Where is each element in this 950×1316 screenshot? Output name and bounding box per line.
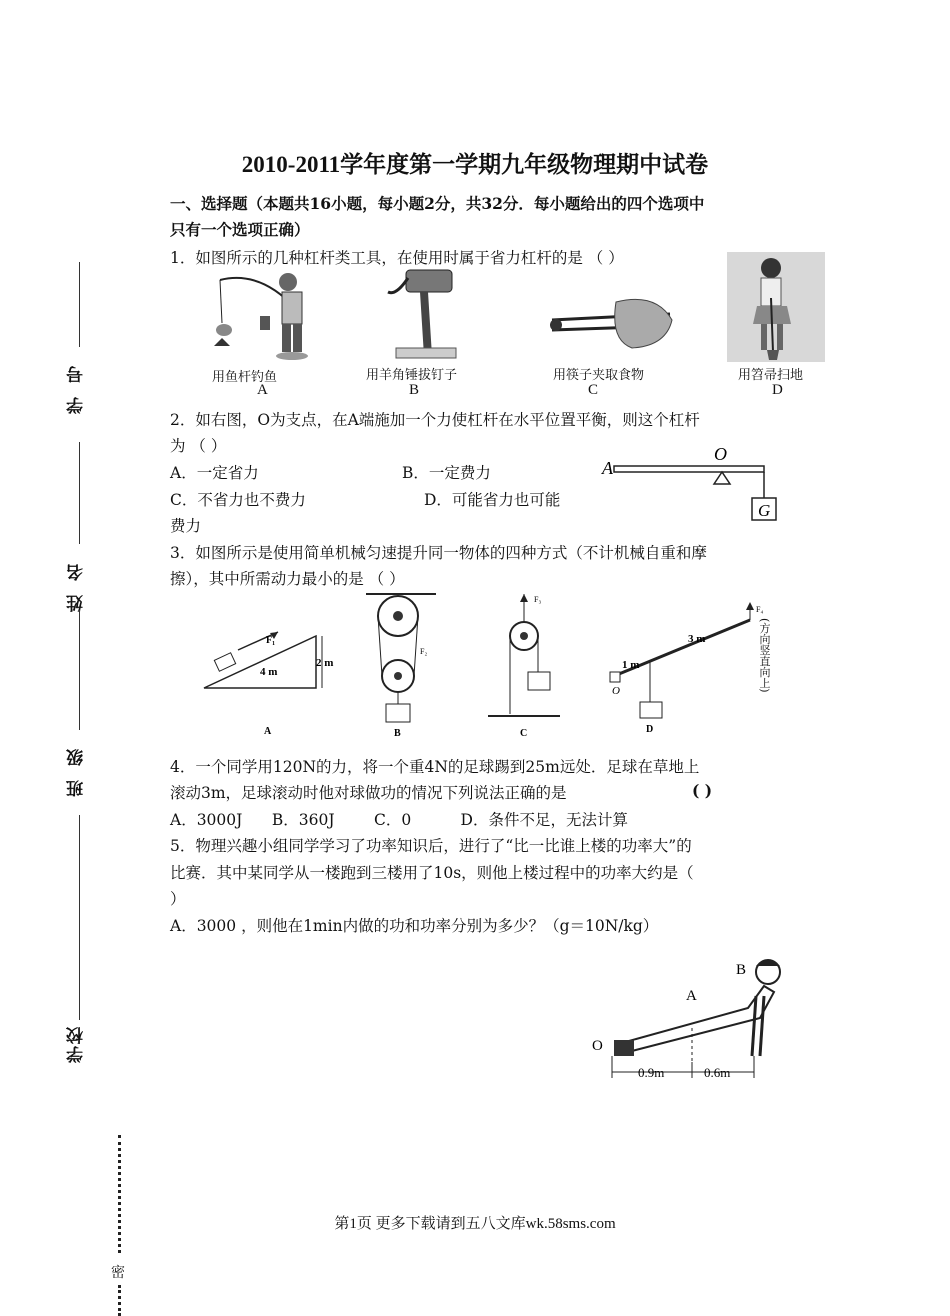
margin-label-student-id: 学号 <box>67 352 87 414</box>
pushup-label-b: B <box>736 962 747 978</box>
q3-fa-height: 2 m <box>316 657 334 669</box>
q4-bracket: ( ) <box>692 781 713 800</box>
margin-line-xuehao <box>79 262 80 347</box>
q3-fb-force: F₂ <box>420 647 428 656</box>
q3-fd-pivot: O <box>612 685 620 697</box>
pushup-label-a: A <box>686 988 697 1004</box>
q3-fd-letter: D <box>646 724 654 735</box>
q3-fd-len-short: 1 m <box>622 659 640 671</box>
margin-label-name: 姓名 <box>67 550 87 612</box>
q5-line3: ） <box>170 890 186 908</box>
seal-dotted-line-lower <box>118 1285 125 1316</box>
q5-line4: A．3000 ，则他在1min内做的功和功率分别为多少？（g＝10N/kg） <box>170 917 659 935</box>
q1-letter-c: C <box>588 382 599 398</box>
q1-image-chopsticks <box>546 290 676 356</box>
q2-label-g: G <box>758 501 771 520</box>
margin-line-xuexiao <box>79 815 80 1020</box>
q1-letter-d: D <box>772 382 783 398</box>
q2-lever-figure <box>598 440 788 530</box>
q3-fa-force: F₁ <box>266 635 276 646</box>
q3-line1: 3．如图所示是使用简单机械匀速提升同一物体的四种方式（不计机械自重和摩 <box>170 544 707 562</box>
q2-label-a: A <box>602 458 613 478</box>
q3-fa-len: 4 m <box>260 666 278 678</box>
q1-image-hammer <box>378 266 468 362</box>
q5-line2: 比赛．其中某同学从一楼跑到三楼用了10s，则他上楼过程中的功率大约是（ <box>170 864 694 882</box>
pushup-figure <box>588 952 800 1084</box>
page-title: 2010-2011学年度第一学期九年级物理期中试卷 <box>241 152 709 177</box>
q1-caption-d: 用笤帚扫地 <box>738 368 804 383</box>
seal-dotted-line <box>118 1135 125 1253</box>
q4-line1: 4．一个同学用120N的力，将一个重4N的足球踢到25m远处．足球在草地上 <box>170 758 700 776</box>
q2-option-c: C．不省力也不费力 <box>170 491 306 509</box>
pushup-dim2: 0.6m <box>704 1065 731 1080</box>
q1-caption-a: 用鱼杆钓鱼 <box>212 370 278 385</box>
q3-fa-letter: A <box>264 726 272 737</box>
q3-figure-c-pulley <box>486 590 566 740</box>
q1-caption-b: 用羊角锤拔钉子 <box>366 368 458 383</box>
q2-option-d-cont: 费力 <box>170 517 202 535</box>
q1-image-fishing <box>200 268 325 363</box>
q3-figure-a-incline <box>198 628 348 740</box>
q3-fb-letter: B <box>394 728 401 739</box>
margin-label-school: 学校 <box>67 1025 87 1063</box>
q2-line1: 2．如右图，O为支点，在A端施加一个力使杠杆在水平位置平衡，则这个杠杆 <box>170 411 700 429</box>
q3-figure-d-lever <box>600 598 780 740</box>
q1-letter-b: B <box>409 382 420 398</box>
q2-line2: 为 （ ） <box>170 437 227 455</box>
q3-fd-len-long: 3 m <box>688 633 706 645</box>
margin-label-class: 班级 <box>67 735 87 797</box>
margin-line-banji <box>79 610 80 730</box>
section-heading-line2: 只有一个选项正确） <box>170 220 310 239</box>
q1-image-broom <box>727 252 825 362</box>
q3-fd-force: F₄ <box>756 605 764 614</box>
q5-line1: 5．物理兴趣小组同学学习了功率知识后，进行了“比一比谁上楼的功率大”的 <box>170 837 692 855</box>
pushup-label-o: O <box>592 1038 603 1054</box>
q1-letter-a: A <box>257 382 268 398</box>
q3-fc-force: F₃ <box>534 595 542 604</box>
q2-option-a: A．一定省力 <box>170 464 259 482</box>
q4-line2: 滚动3m，足球滚动时他对球做功的情况下列说法正确的是 <box>170 784 567 802</box>
q1-caption-c: 用筷子夹取食物 <box>553 368 645 383</box>
q1-text: 1．如图所示的几种杠杆类工具，在使用时属于省力杠杆的是 （ ） <box>170 249 624 267</box>
q3-line2: 擦），其中所需动力最小的是 （ ） <box>170 570 405 588</box>
seal-label: 密 <box>111 1265 125 1281</box>
q3-figure-b-pulley-block <box>356 590 446 740</box>
q2-option-b: B．一定费力 <box>402 464 491 482</box>
q2-label-o: O <box>714 444 727 464</box>
q2-option-d: D．可能省力也可能 <box>424 491 561 509</box>
pushup-dim1: 0.9m <box>638 1065 665 1080</box>
page-footer: 第1页 更多下载请到五八文库wk.58sms.com <box>334 1216 616 1232</box>
section-heading-line1: 一、选择题（本题共16小题，每小题2分，共32分．每小题给出的四个选项中 <box>170 194 705 213</box>
q3-fc-letter: C <box>520 728 528 739</box>
q4-options: A．3000J B．360J C．0 D．条件不足，无法计算 <box>170 811 628 829</box>
margin-line-xingming <box>79 442 80 544</box>
q3-fd-note: (方向竖直向上) <box>758 618 771 693</box>
